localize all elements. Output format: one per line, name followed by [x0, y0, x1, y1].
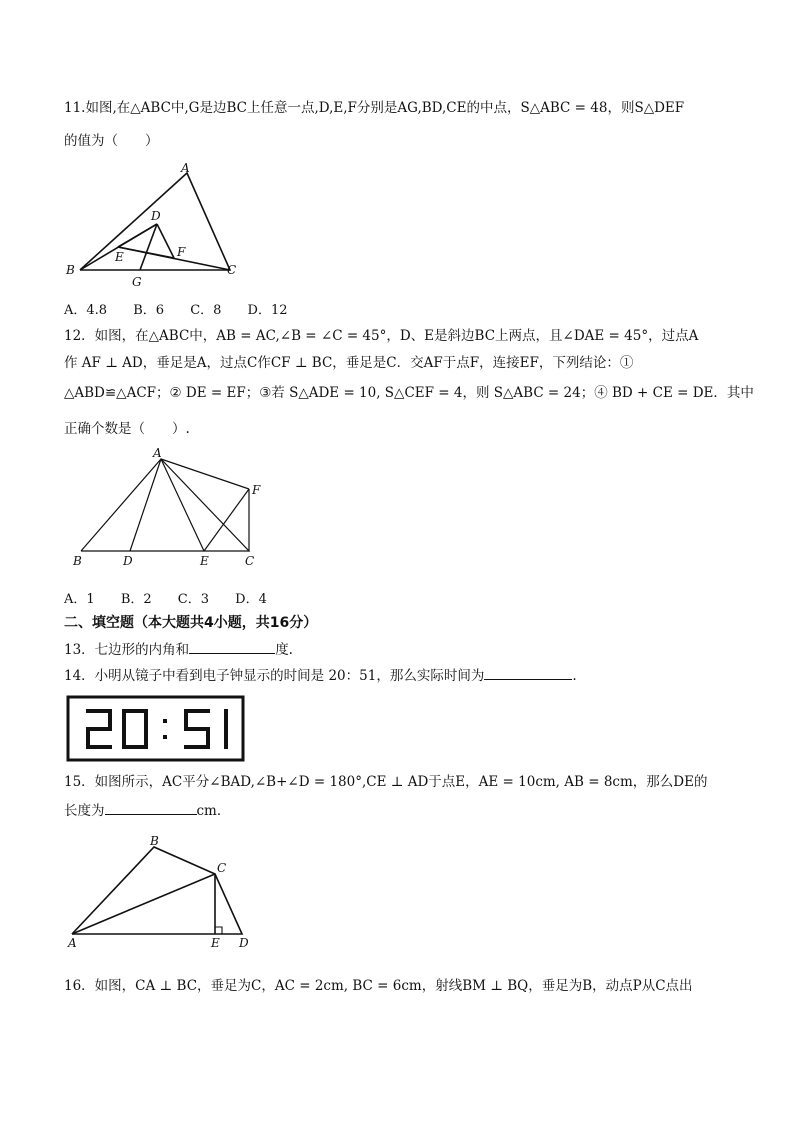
label-E: E — [115, 250, 124, 264]
q12-option-d[interactable]: D．4 — [235, 592, 267, 607]
q12-option-c[interactable]: C．3 — [177, 592, 209, 607]
label-A: A — [181, 161, 190, 175]
q12-option-b[interactable]: B．2 — [120, 592, 152, 607]
label-C: C — [217, 861, 227, 875]
label-D: D — [151, 209, 161, 223]
label-G: G — [132, 275, 142, 289]
q15-figure — [62, 832, 262, 952]
q13-answer-blank[interactable] — [189, 640, 275, 654]
q11-option-d[interactable]: D．12 — [247, 303, 288, 318]
q14-text-before: 14．小明从镜子中看到电子钟显示的时间是 20：51，那么实际时间为 — [64, 668, 485, 684]
q15-line2 — [64, 801, 230, 820]
q11-option-b[interactable]: B．6 — [133, 303, 165, 318]
label-E: E — [200, 554, 209, 568]
q11-option-a[interactable]: A．4.8 — [64, 303, 108, 318]
q15-answer-blank[interactable] — [105, 801, 197, 815]
q11-option-c[interactable]: C．8 — [190, 303, 222, 318]
q12-line1: 12．如图，在△ABC中，AB = AC,∠B = ∠C = 45°，D、E是斜边BC上两点，且∠DAE = 45°，过点A — [64, 328, 699, 344]
label-B: B — [73, 554, 82, 568]
q15-line1: 15．如图所示，AC平分∠BAD,∠B+∠D = 180°,CE ⊥ AD于点E，AE = 10cm, AB = 8cm，那么DE的 — [64, 774, 708, 790]
label-E: E — [211, 936, 220, 950]
q11-figure — [62, 160, 252, 292]
label-B: B — [66, 263, 75, 277]
q15-text-after: cm． — [196, 803, 231, 819]
q14-text-after: . — [572, 668, 577, 684]
q13-text-before: 13．七边形的内角和 — [64, 642, 190, 658]
label-B: B — [150, 834, 159, 848]
label-F: F — [252, 483, 261, 497]
label-A: A — [68, 936, 77, 950]
q12-line2: 作 AF ⊥ AD，垂足是A，过点C作CF ⊥ BC，垂足是C．交AF于点F，连接EF，下列结论：① — [64, 355, 634, 371]
q11-line1: 11.如图,在△ABC中,G是边BC上任意一点,D,E,F分别是AG,BD,CE的中点，S△ABC = 48，则S△DEF — [64, 100, 685, 116]
q15-text-before: 长度为 — [64, 803, 105, 819]
label-F: F — [177, 245, 186, 259]
q13-text-after: 度. — [275, 642, 293, 658]
q11-line2: 的值为（ ） — [64, 133, 159, 149]
q14-line — [64, 666, 577, 685]
q16-line1: 16．如图，CA ⊥ BC，垂足为C，AC = 2cm, BC = 6cm，射线BM ⊥ BQ，垂足为B，动点P从C点出 — [64, 978, 693, 994]
q14-answer-blank[interactable] — [484, 666, 572, 680]
q12-line4: 正确个数是（ ）. — [64, 421, 190, 437]
digital-clock-figure — [66, 695, 246, 763]
label-C: C — [245, 554, 255, 568]
label-A: A — [153, 446, 162, 460]
q12-figure — [64, 445, 274, 575]
label-D: D — [123, 554, 133, 568]
section-heading: 二、填空题（本大题共4小题，共16分） — [64, 615, 318, 631]
q12-line3: △ABD≌△ACF；② DE = EF；③若 S△ADE = 10, S△CEF = 4，则 S△ABC = 24；④ BD + CE = DE．其中 — [64, 385, 754, 401]
label-C: C — [227, 263, 237, 277]
label-D: D — [239, 936, 249, 950]
q12-options — [64, 591, 289, 609]
q11-options — [64, 302, 310, 320]
q12-option-a[interactable]: A．1 — [64, 592, 95, 607]
q13-line — [64, 640, 293, 659]
